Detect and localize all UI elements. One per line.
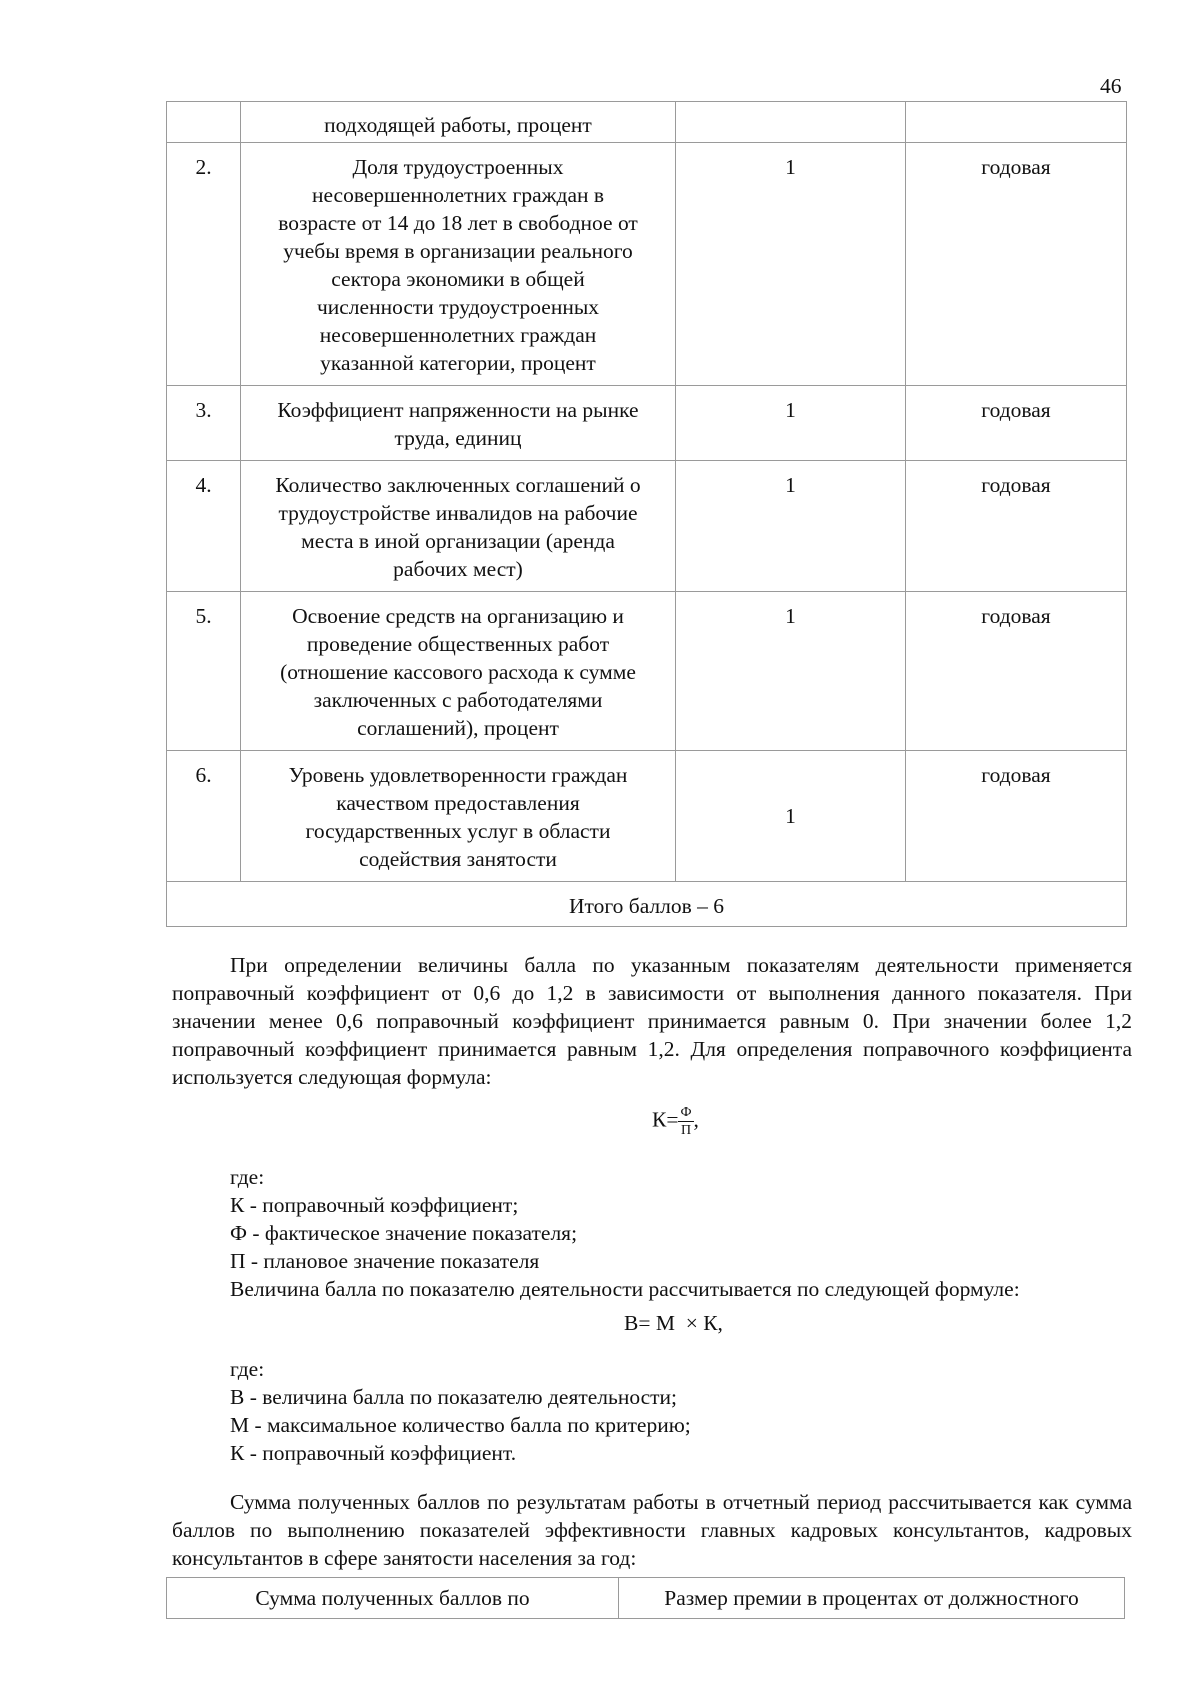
- cell-indicator-name: [241, 386, 676, 461]
- indicator-name-line: указанной категории, процент: [320, 351, 596, 375]
- legend-line: где:: [230, 1165, 265, 1189]
- formula-tail: ,: [693, 1107, 699, 1132]
- legend-line: где:: [230, 1357, 265, 1381]
- indicator-name-line: несовершеннолетних граждан в: [311, 183, 605, 207]
- cell-period: годовая: [906, 751, 1127, 882]
- indicator-name-line: Количество заключенных соглашений о: [275, 473, 641, 497]
- cell-num: 4.: [167, 461, 241, 592]
- cell-num: 3.: [167, 386, 241, 461]
- indicator-name-line: качеством предоставления: [336, 791, 580, 815]
- legend-line: М - максимальное количество балла по критерию;: [230, 1413, 691, 1437]
- table-row: [167, 751, 1127, 882]
- cell-score: 1: [676, 751, 906, 882]
- legend-line: В - величина балла по показателю деятельности;: [230, 1385, 678, 1409]
- indicator-name-line: возрасте от 14 до 18 лет в свободное от: [278, 211, 638, 235]
- cell-period: годовая: [906, 143, 1127, 386]
- cell-num: 6.: [167, 751, 241, 882]
- table-row: [167, 143, 1127, 386]
- total-score: Итого баллов – 6: [167, 882, 1127, 927]
- cell-num: 2.: [167, 143, 241, 386]
- legend-line: Величина балла по показателю деятельности рассчитывается по следующей формуле:: [230, 1277, 1020, 1301]
- formula-correction-factor: [652, 1104, 699, 1139]
- paragraph-text: Сумма полученных баллов по результатам работы в отчетный период рассчитывается как сумма баллов по выполнению показателей эффективности главных кадровых консультантов, кадровых консультантов в сфере занятости населения за год:: [172, 1490, 1132, 1570]
- table-row: [167, 386, 1127, 461]
- paragraph-text: При определении величины балла по указанным показателям деятельности применяется поправочный коэффициент от 0,6 до 1,2 в зависимости от выполнения данного показателя. При значении менее 0,6 поправочный коэффициент принимается равным 0. При значении более 1,2 поправочный коэффициент принимается равным 1,2. Для определения поправочного коэффициента используется следующая формула:: [172, 953, 1132, 1089]
- legend-line: Ф - фактическое значение показателя;: [230, 1221, 578, 1245]
- indicator-name-line: Коэффициент напряженности на рынке: [277, 398, 639, 422]
- indicator-name-line: несовершеннолетних граждан: [319, 323, 597, 347]
- indicators-table: [166, 101, 1127, 927]
- cell-num: [167, 102, 241, 143]
- bonus-table-header: [167, 1578, 1125, 1619]
- indicator-name-line: места в иной организации (аренда: [301, 529, 615, 553]
- indicator-name-line: Освоение средств на организацию и: [292, 604, 624, 628]
- formula-lhs: К=: [652, 1107, 679, 1132]
- cell-indicator-name: [241, 592, 676, 751]
- cell-period: годовая: [906, 461, 1127, 592]
- cell-score: [676, 102, 906, 143]
- paragraph-sum-of-scores: [172, 1488, 1132, 1572]
- table-row-total: [167, 882, 1127, 927]
- formula-denominator: П: [680, 1123, 692, 1138]
- indicator-name-line: содействия занятости: [359, 847, 557, 871]
- table-row: [167, 592, 1127, 751]
- indicator-name-line: государственных услуг в области: [305, 819, 611, 843]
- cell-period: [906, 102, 1127, 143]
- indicator-name-line: труда, единиц: [394, 426, 522, 450]
- table-row-continuation: [167, 102, 1127, 143]
- bonus-col-score-sum: Сумма полученных баллов по: [167, 1578, 619, 1619]
- cell-score: 1: [676, 592, 906, 751]
- legend-line: П - плановое значение показателя: [230, 1249, 540, 1273]
- indicator-name-line: Уровень удовлетворенности граждан: [288, 763, 628, 787]
- cell-period: годовая: [906, 592, 1127, 751]
- cell-indicator-name: [241, 751, 676, 882]
- cell-num: 5.: [167, 592, 241, 751]
- formula-fraction: [678, 1104, 693, 1139]
- bonus-table: [166, 1577, 1125, 1619]
- table-row: [167, 461, 1127, 592]
- paragraph-correction-factor: [172, 951, 1132, 1091]
- page-number: 46: [1100, 74, 1122, 98]
- cell-period: годовая: [906, 386, 1127, 461]
- bonus-col-bonus-percent: Размер премии в процентах от должностного: [619, 1578, 1125, 1619]
- legend-line: К - поправочный коэффициент.: [230, 1441, 517, 1465]
- cell-indicator-name: [241, 143, 676, 386]
- indicator-name-line: Доля трудоустроенных: [352, 155, 564, 179]
- cell-score: 1: [676, 461, 906, 592]
- cell-indicator-name: [241, 461, 676, 592]
- legend-line: К - поправочный коэффициент;: [230, 1193, 519, 1217]
- cell-score: 1: [676, 143, 906, 386]
- cell-score: 1: [676, 386, 906, 461]
- indicator-name-line: заключенных с работодателями: [313, 688, 603, 712]
- legend-score: [230, 1355, 1110, 1467]
- legend-correction-factor: [230, 1163, 1140, 1303]
- cell-indicator-name: подходящей работы, процент: [241, 102, 676, 143]
- indicator-name-line: соглашений), процент: [357, 716, 559, 740]
- formula-numerator: Ф: [680, 1105, 692, 1120]
- indicator-name-line: рабочих мест): [393, 557, 523, 581]
- indicator-name-line: трудоустройстве инвалидов на рабочие: [278, 501, 638, 525]
- indicator-name-line: сектора экономики в общей: [331, 267, 585, 291]
- formula-score: В= М × К,: [624, 1311, 723, 1335]
- indicator-name-line: численности трудоустроенных: [316, 295, 600, 319]
- indicator-name-line: учебы время в организации реального: [283, 239, 633, 263]
- indicator-name-line: проведение общественных работ: [306, 632, 610, 656]
- indicator-name-line: (отношение кассового расхода к сумме: [280, 660, 636, 684]
